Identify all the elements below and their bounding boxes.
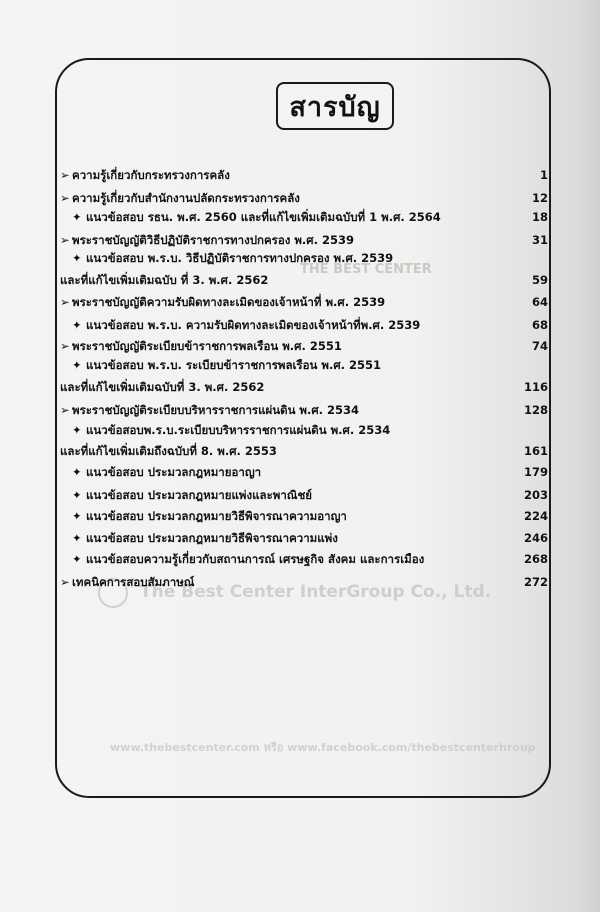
toc-page-number: 68 [531,318,548,332]
star-bullet-icon: ✦ [72,488,82,502]
arrow-bullet-icon: ➢ [60,233,70,247]
toc-entry [60,378,550,396]
watermark-company: The Best Center InterGroup Co., Ltd. [140,582,492,602]
toc-entry-text: แนวข้อสอบ รธน. พ.ศ. 2560 และที่แก้ไขเพิ่มเติมฉบับที่ 1 พ.ศ. 2564 [86,210,441,224]
toc-entry [72,463,562,481]
star-bullet-icon: ✦ [72,465,82,479]
toc-page-number: 179 [523,465,548,479]
toc-entry-text: แนวข้อสอบพ.ร.บ.ระเบียบบริหารราชการแผ่นดิน พ.ศ. 2534 [86,423,391,437]
toc-entry-text: แนวข้อสอบ พ.ร.บ. ระเบียบข้าราชการพลเรือน พ.ศ. 2551 [86,358,382,372]
toc-entry [72,550,562,568]
toc-entry-text: เทคนิคการสอบสัมภาษณ์ [72,575,195,589]
arrow-bullet-icon: ➢ [60,295,70,309]
arrow-bullet-icon: ➢ [60,168,70,182]
toc-entry [72,421,562,439]
toc-entry [60,337,550,355]
toc-entry-text: พระราชบัญญัติความรับผิดทางละเมิดของเจ้าหน้าที่ พ.ศ. 2539 [72,295,386,309]
toc-entry [72,356,562,374]
toc-entry-text: แนวข้อสอบ พ.ร.บ. ความรับผิดทางละเมิดของเจ้าหน้าที่พ.ศ. 2539 [86,318,421,332]
toc-page-number: 128 [523,403,548,417]
toc-page-number: 74 [531,339,548,353]
watermark-website: www.thebestcenter.com หรือ www.facebook.com/thebestcenterhroup [110,741,536,754]
toc-entry [60,442,550,460]
toc-entry-text: แนวข้อสอบ ประมวลกฎหมายวิธีพิจารณาความอาญา [86,509,347,523]
toc-entry [72,208,562,226]
star-bullet-icon: ✦ [72,423,82,437]
toc-page-number: 224 [523,509,548,523]
page-title: สารบัญ [289,91,381,123]
toc-entry-text: แนวข้อสอบ ประมวลกฎหมายแพ่งและพาณิชย์ [86,488,313,502]
toc-entry [72,249,562,267]
toc-page-number: 161 [523,444,548,458]
toc-entry [72,507,562,525]
arrow-bullet-icon: ➢ [60,191,70,205]
arrow-bullet-icon: ➢ [60,403,70,417]
toc-title-box [276,82,394,130]
toc-entry [72,529,562,547]
toc-entry [60,189,550,207]
toc-page-number: 64 [531,295,548,309]
toc-entry [60,166,550,184]
toc-entry-text: และที่แก้ไขเพิ่มเติมฉบับ ที่ 3. พ.ศ. 2562 [60,273,269,287]
arrow-bullet-icon: ➢ [60,339,70,353]
toc-page-number: 59 [531,273,548,287]
toc-entry-text: ความรู้เกี่ยวกับสำนักงานปลัดกระทรวงการคลัง [72,191,300,205]
toc-page-number: 116 [523,380,548,394]
toc-entry [60,293,550,311]
toc-entry-text: และที่แก้ไขเพิ่มเติมถึงฉบับที่ 8. พ.ศ. 2553 [60,444,277,458]
star-bullet-icon: ✦ [72,531,82,545]
star-bullet-icon: ✦ [72,210,82,224]
toc-entry-text: แนวข้อสอบ ประมวลกฎหมายวิธีพิจารณาความแพ่ง [86,531,338,545]
star-bullet-icon: ✦ [72,509,82,523]
toc-page-number: 12 [531,191,548,205]
toc-page-number: 31 [531,233,548,247]
star-bullet-icon: ✦ [72,251,82,265]
star-bullet-icon: ✦ [72,358,82,372]
toc-entry [72,316,562,334]
toc-entry-text: พระราชบัญญัติระเบียบบริหารราชการแผ่นดิน พ.ศ. 2534 [72,403,360,417]
toc-entry-text: แนวข้อสอบ ประมวลกฎหมายอาญา [86,465,262,479]
arrow-bullet-icon: ➢ [60,575,70,589]
star-bullet-icon: ✦ [72,552,82,566]
toc-page-number: 272 [523,575,548,589]
toc-entry-text: ความรู้เกี่ยวกับกระทรวงการคลัง [72,168,230,182]
toc-entry [60,231,550,249]
toc-page-number: 268 [523,552,548,566]
toc-entry-text: แนวข้อสอบความรู้เกี่ยวกับสถานการณ์ เศรษฐกิจ สังคม และการเมือง [86,552,425,566]
toc-entry [72,486,562,504]
toc-entry [60,401,550,419]
toc-entry [60,271,550,289]
toc-page-number: 203 [523,488,548,502]
toc-entry-text: และที่แก้ไขเพิ่มเติมฉบับที่ 3. พ.ศ. 2562 [60,380,265,394]
watermark-center: THE BEST CENTER [300,262,432,277]
toc-entry-text: พระราชบัญญัติระเบียบข้าราชการพลเรือน พ.ศ. 2551 [72,339,342,353]
toc-page-number: 18 [531,210,548,224]
toc-page-number: 1 [539,168,548,182]
toc-entry [60,573,550,591]
toc-page-number: 246 [523,531,548,545]
toc-entry-text: แนวข้อสอบ พ.ร.บ. วิธีปฏิบัติราชการทางปกครอง พ.ศ. 2539 [86,251,394,265]
toc-entry-text: พระราชบัญญัติวิธีปฏิบัติราชการทางปกครอง พ.ศ. 2539 [72,233,354,247]
star-bullet-icon: ✦ [72,318,82,332]
